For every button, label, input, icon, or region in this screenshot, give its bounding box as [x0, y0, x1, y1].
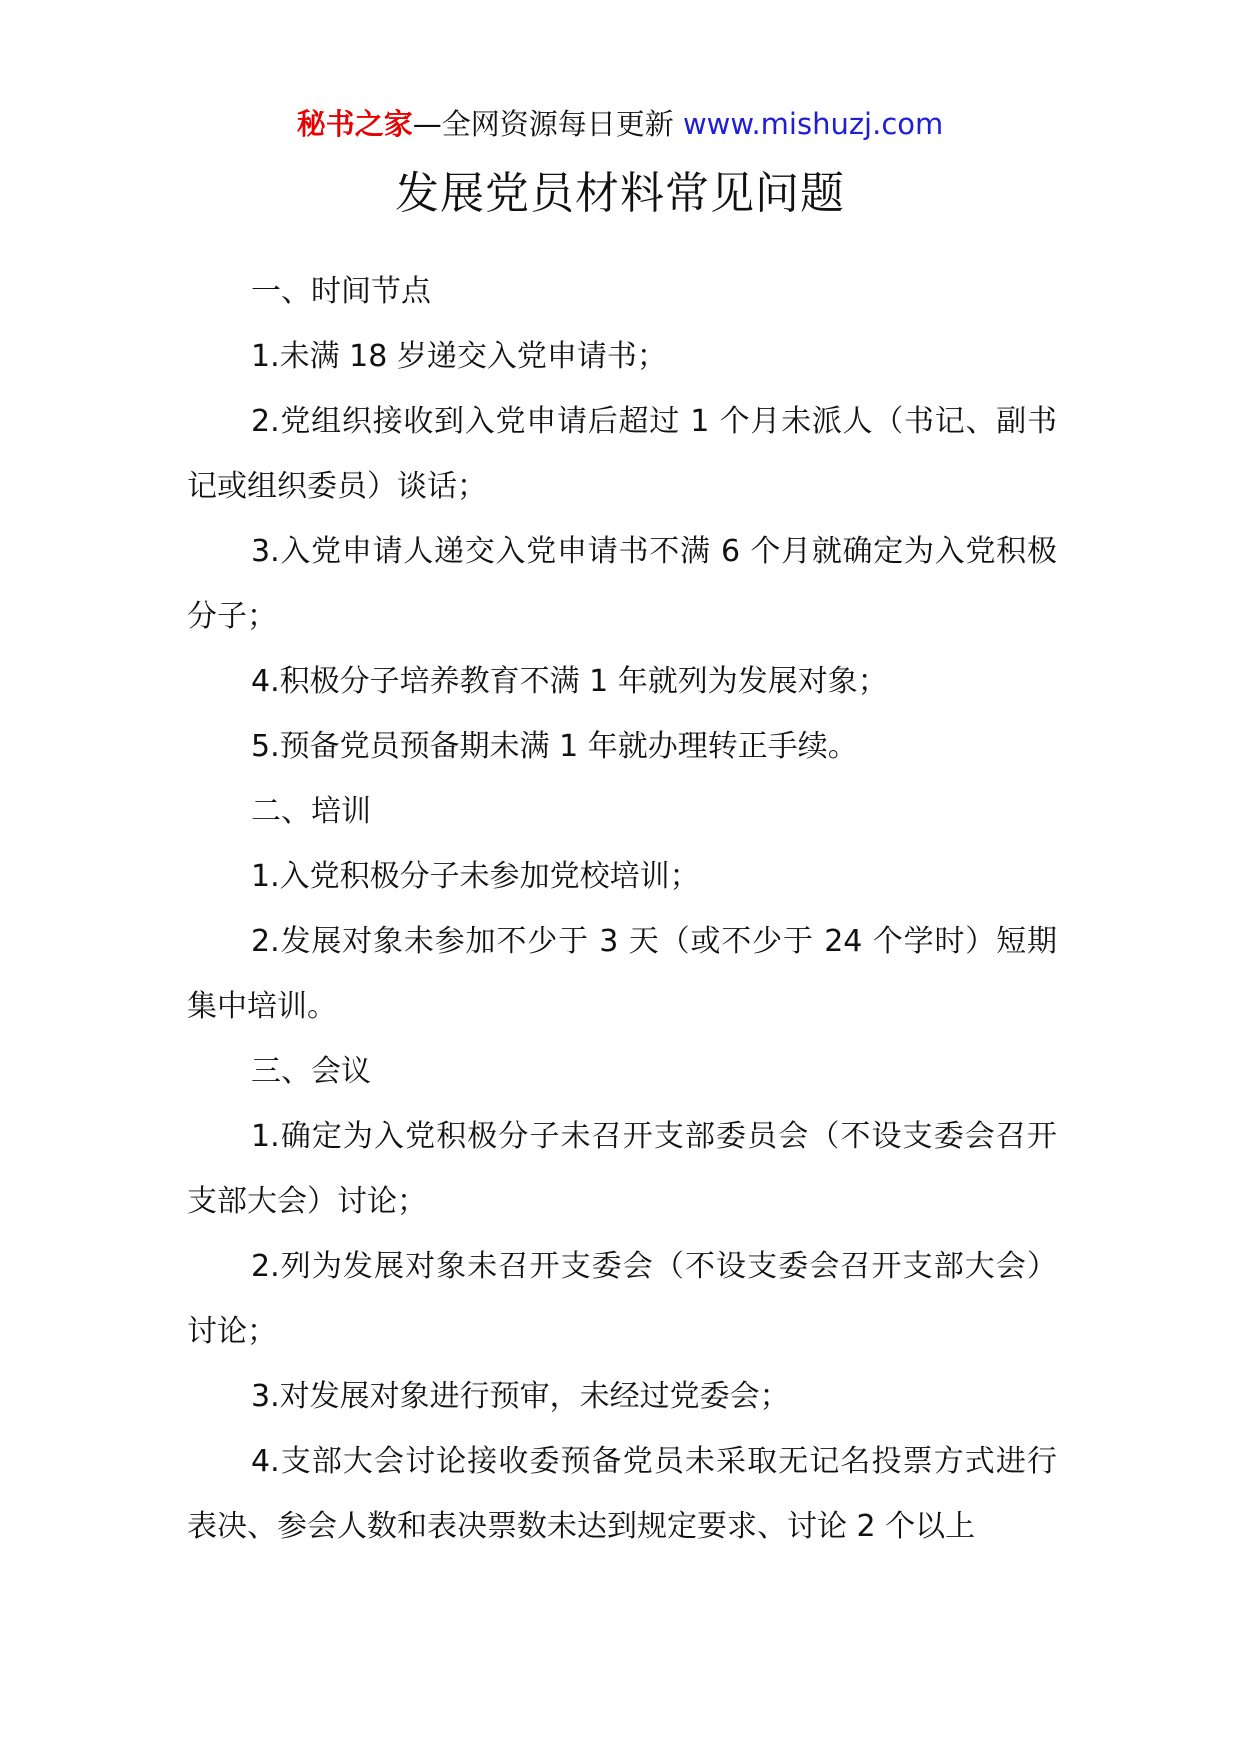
section-heading-time-nodes: 一、时间节点	[251, 274, 431, 309]
paragraph: 3.对发展对象进行预审，未经过党委会；	[251, 1379, 790, 1414]
paragraph: 2.发展对象未参加不少于 3 天（或不少于 24 个学时）短期集中培训。	[187, 924, 1057, 1024]
paragraph: 2.党组织接收到入党申请后超过 1 个月未派人（书记、副书记或组织委员）谈话；	[187, 404, 1057, 504]
section-heading-meetings: 三、会议	[251, 1054, 371, 1089]
site-header	[0, 102, 1240, 146]
section-heading-training: 二、培训	[251, 794, 371, 829]
header-slogan: —全网资源每日更新	[412, 107, 683, 141]
paragraph: 1.未满 18 岁递交入党申请书；	[251, 339, 667, 374]
paragraph: 1.入党积极分子未参加党校培训；	[251, 859, 700, 894]
paragraph: 4.积极分子培养教育不满 1 年就列为发展对象；	[251, 664, 888, 699]
document-body	[187, 259, 1057, 1559]
paragraph: 2.列为发展对象未召开支委会（不设支委会召开支部大会）讨论；	[187, 1249, 1057, 1349]
document-title: 发展党员材料常见问题	[395, 168, 845, 219]
paragraph: 4.支部大会讨论接收委预备党员未采取无记名投票方式进行表决、参会人数和表决票数未达到规定要求、讨论 2 个以上	[187, 1444, 1057, 1544]
paragraph: 1.确定为入党积极分子未召开支部委员会（不设支委会召开支部大会）讨论；	[187, 1119, 1057, 1219]
brand-name: 秘书之家	[296, 107, 413, 141]
paragraph: 5.预备党员预备期未满 1 年就办理转正手续。	[251, 729, 858, 764]
site-url-link[interactable]: www.mishuzj.com	[682, 107, 944, 141]
paragraph: 3.入党申请人递交入党申请书不满 6 个月就确定为入党积极分子；	[187, 534, 1057, 634]
